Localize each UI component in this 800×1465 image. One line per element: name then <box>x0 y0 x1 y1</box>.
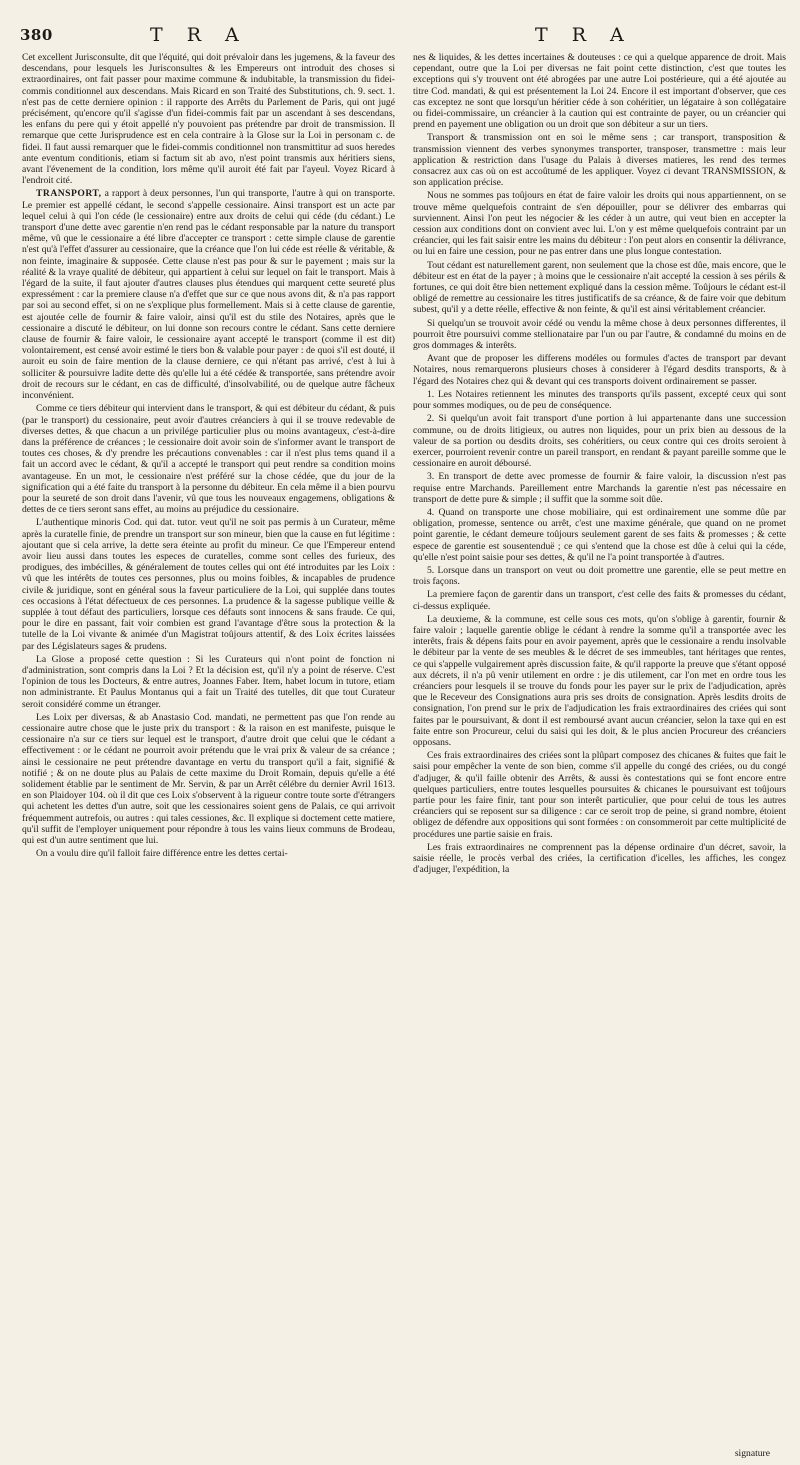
paragraph: nes & liquides, & les dettes incertaines & douteuses : ce qui a quelque apparence de droit. Mais cependant, outre que la Loi per diversas ne fait point cette distinction, c'est que toutes les exceptions qui s'y trouvent ont été abrogées par une autre Loi postérieure, qui a été ajoutée au titre Cod. mandati, & qui est présentement la Loi 24. Encore il est important d'observer, que ces cas exceptez ne sont que lorsqu'un héritier céde à son cohéritier, un légataire à son collégataire ou fidei-commissaire, un créancier à la caution qui est contrainte de payer, ou un créancier qui prend en payement une obligation ou un droit que son débiteur a sur un tiers. <box>413 52 786 131</box>
paragraph: Les frais extraordinaires ne comprennent pas la dépense ordinaire d'un décret, savoir, la saisie réelle, le procès verbal des criées, la certification d'icelles, les affiches, les congez d'adjuger, l'expédition, la <box>413 841 786 876</box>
paragraph: On a voulu dire qu'il falloit faire différence entre les dettes certai- <box>36 848 288 860</box>
paragraph: 1. Les Notaires retiennent les minutes des transports qu'ils passent, excepté ceux qui sont pour sommes modiques, ou de peu de conséquence. <box>413 388 786 412</box>
catchword: signature <box>734 1448 770 1459</box>
right-column <box>413 52 786 877</box>
paragraph: Tout cédant est naturellement garent, non seulement que la chose est dûe, mais encore, que le débiteur est en état de la payer ; à moins que le cessionaire n'ait accepté la cession à ses périls & fortunes, ce qui doit être bien nettement expliqué dans la cession même. Toûjours le cédant est-il obligé de remettre au cessionaire les titres justificatifs de sa créance, & de faire voir que debitum subest, qu'il y a dette réelle, effective & non feinte, & qu'il est ainsi véritablement créancier. <box>413 259 786 316</box>
paragraph-text: a rapport à deux personnes, l'un qui transporte, l'autre à qui on transporte. Le premier est appellé cédant, le second s'appelle cessionaire. Ainsi transport est un acte par lequel celui à qui l'on céde (le cessionaire) entre aux droits de celui qui céde (du cédant.) Le transport d'une dette avec garentie n'en rend pas le cédant responsable par la nature du transport même, vû que le cessionaire a été libre d'accepter ce transport : cette simple clause de garentie n'est qu'à l'effet d'assurer au cessionaire, que la créance que l'on lui céde est réelle & véritable, & non feinte, imaginaire & supposée. Cette clause n'est pas pour & sur le payement ; mais sur la réalité & la vraye qualité de débiteur, qui appartient à celui sur lequel on fait le transport. Mais à l'égard de la suite, il faut ajouter d'autres clauses plus étendues qui marquent cette seureté plus expressément : car la premiere clause n'a d'effet que sur ce que nous avons dit, & n'a pas rapport par soi au second effet, si on ne s'explique plus formellement. Mais si à cette clause de garentie, est ajoutée celle de fournir & faire valoir, ainsi qu'il est du stile des Notaires, après que le cessionaire a discuté le débiteur, on lui donne son recours contre le cédant. Sans cette derniere clause de fournir & faire valoir, le cessionaire ayant accepté le transport (comme il est dit) volontairement, est censé avoir estimé le tiers bon & valable pour payer : de quoi s'il est douté, il auroit eu soin de faire mention de la clause derniere, ce qui n'étant pas arrivé, c'est à lui à solliciter & poursuivre ladite dette dès qu'elle lui a été cédée & transportée, sans prétendre avoir droit de recours sur le cédant, en cas de difficulté, d'insolvabilité, ou de quelque autre fâcheux inconvénient. <box>22 188 395 402</box>
paragraph: Les Loix per diversas, & ab Anastasio Cod. mandati, ne permettent pas que l'on rende au cessionaire autre chose que le juste prix du transport : & la raison en est manifeste, puisque le cessionaire n'a sur ce tiers sur lequel est le transport, d'autre droit que celui que le cédant a effectivement : or le cédant ne pourroit avoir prétendu que le vrai prix & valeur de sa créance ; ainsi le cessionaire ne peut prétendre davantage en vertu du transport qu'il a fait, signifié & notifié ; & on ne doute plus au Palais de cette maxime du Droit Romain, depuis qu'elle a été solidement établie par le sentiment de Mr. Servin, & par un Arrêt célébre du dernier Avril 1613. en son Plaidoyer 104. où il dit que ces Loix s'observent à la rigueur contre toute sorte d'étrangers qui achetent les dettes d'un autre, soit que les cessionaires soient gens de Palais, ce qui arrivoit fréquemment autrefois, ou autres : qui tales cessiones, &c. Il explique si doctement cette matiere, qu'il suffit de l'employer uniquement pour répondre à tous les vains lieux communs de Brodeau, qui est d'un autre sentiment que lui. <box>22 711 395 847</box>
paragraph: La premiere façon de garentir dans un transport, c'est celle des faits & promesses du cédant, ci-dessus expliquée. <box>413 589 786 612</box>
entry-heading: TRANSPORT, <box>36 188 102 200</box>
running-head-right: T R A <box>535 24 633 46</box>
paragraph: Transport & transmission ont en soi le même sens ; car transport, transposition & transmission viennent des verbes synonymes transporter, transposer, transmettre : mais leur application & restriction dans l'usage du Palais à diverses matieres, les rend des termes consacrez aux cas où on est accoûtumé de les appliquer. Voyez ci devant TRANSMISSION, & son application précise. <box>413 132 786 189</box>
paragraph: La Glose a proposé cette question : Si les Curateurs qui n'ont point de fonction ni d'administration, sont compris dans la Loi ? Et la décision est, qu'il n'y a point de réserve. C'est l'opinion de tous les Docteurs, & entre autres, Joannes Faber. Item, habet locum in tutore, etiam non administrante. Et Paulus Montanus qui a fait un Traité des tutelles, dit que tout Curateur seroit considéré comme un étranger. <box>22 653 395 710</box>
page-number: 380 <box>20 26 53 44</box>
paragraph: Ces frais extraordinaires des criées sont la plûpart composez des chicanes & fuites que fait le saisi pour empêcher la vente de son bien, comme s'il appelle du congé des criées, ou du congé d'adjuger, & qu'il faille obtenir des Arrêts, & aussi ès contestations qui se font encore entre quelques particuliers, entre toutes lesquelles poursuites & chicanes le poursuivant est toûjours partie pour les faire finir, tant pour son interêt particulier, que pour celui de tous les autres créanciers qui se reposent sur sa diligence : car ce seroit trop de peine, si grand nombre, étoient obligez de défendre aux oppositions qui sont formées : on consommeroit par cette multiplicité de procédures une partie saisie en frais. <box>413 750 786 840</box>
paragraph: 2. Si quelqu'un avoit fait transport d'une portion à lui appartenante dans une succession commune, ou de droits litigieux, ou autres non liquides, pour un prix bien au dessous de la valeur de sa portion ou desdits droits, ses cohéritiers, ou ceux contre qui ces droits seroient à exercer, pourroient revenir contre un pareil transport, en rendant & payant pareille somme que le cessionaire en auroit déboursé. <box>413 413 786 470</box>
paragraph: Nous ne sommes pas toûjours en état de faire valoir les droits qui nous appartiennent, on se trouve même quelquefois contraint de s'en dépouiller, pour se délivrer des embarras qui surviennent. Ainsi l'on peut les négocier & les céder à un autre, qui veut bien en accepter la cession aux conditions dont on convient avec lui. L'on y est même quelquefois contraint par un créancier, qui les fait saisir entre les mains du débiteur : l'on peut alors en consentir la délivrance, ou lui en faire une cession, pour ne pas entrer dans une plus longue contestation. <box>413 190 786 258</box>
paragraph: 4. Quand on transporte une chose mobiliaire, qui est ordinairement une somme dûe par obligation, promesse, sentence ou arrêt, c'est une maxime générale, que quand on ne promet point garentie, le cédant demeure toûjours seulement garent de ses faits & promesses ; & cette espece de garentie est sousentenduë ; ce qui s'entend que la chose est dûe à celui qui la céde, qu'elle n'est point saisie pour ses dettes, & qu'il ne l'a point transportée à d'autres. <box>413 506 786 563</box>
running-head-left: T R A <box>150 24 248 46</box>
left-column <box>22 52 395 861</box>
paragraph: L'authentique minoris Cod. qui dat. tutor. veut qu'il ne soit pas permis à un Curateur, même après la curatelle finie, de prendre un transport sur son mineur, bien que la cause en fut légitime : ajoutant que si cela arrive, la dette sera éteinte au profit du mineur. Ce que l'Empereur entend avoir lieu aussi dans toutes les especes de curatelles, comme sont celles des furieux, des prodigues, des imbécilles, & généralement de toutes celles qui ont été introduites par les Loix : vû que les intérêts de toutes ces personnes, plus ou moins foibles, & incapables de prudence civile & juridique, sont en général sous la faveur particuliere de la Loi, qui supplée dans toutes ces occasions à l'état défectueux de ces personnes. La prudence & la sagesse publique veille & supplée à tout défaut des particuliers, lorsque ces défauts sont innocens & sans fraude. Ce qui, pour le dire en passant, fait voir combien est grand l'avantage d'être sous la protection & la tutelle de la Loi vivante & animée d'un Magistrat toûjours attentif, & des Loix écrites laissées par des Législateurs sages & prudens. <box>22 517 395 652</box>
paragraph: Comme ce tiers débiteur qui intervient dans le transport, & qui est débiteur du cédant, & puis (par le transport) du cessionaire, peut avoir d'autres créanciers à qui il se trouve redevable de diverses dettes, & que chacun a un privilége particulier plus ou moins avantageux, c'est-à-dire dans la préférence de créances ; le cessionaire doit avoir soin de s'informer avant le transport de toutes ces choses, & d'y prendre les précautions convenables : car il n'est plus tems quand il a fait un accord avec le cédant, & qu'il a accepté le transport qui peut rendre sa condition moins avantageuse. En un mot, le cessionaire n'est préféré sur la chose cédée, que du jour de la signification qui a été faite du transport à la personne du débiteur. En cela même il a bien pourvu pour la seureté de son droit dans l'avenir, vû que tous les nouveaux engagemens, obligations & dettes de ce tiers seront sans effet, au moins au préjudice du cessionaire. <box>22 403 395 516</box>
paragraph: Si quelqu'un se trouvoit avoir cédé ou vendu la même chose à deux personnes differentes, il pourroit être poursuivi comme stellionataire par l'un ou par l'autre, & condamné du moins en de gros dommages & interêts. <box>413 317 786 352</box>
page-header <box>0 0 800 50</box>
paragraph-transport <box>22 188 395 401</box>
paragraph: La deuxieme, & la commune, est celle sous ces mots, qu'on s'oblige à garentir, fournir & faire valoir ; laquelle garentie oblige le cédant à rendre la somme qu'il a transportée avec les interêts, frais & dépens faits pour en avoir payement, après que le cessionaire a rendu insolvable le débiteur par la vente de ses meubles & le décret de ses immeubles, tant héritages que rentes, ce qui s'appelle vulgairement après discussion faite, & qu'il rapporte la preuve que s'étant opposé aux décrets, il n'a pû venir utilement en ordre : je dis utilement, car l'on met en ordre tous les créanciers pour lesquels il se trouve du fonds pour les payer sur le prix de l'adjudication, après que le Receveur des Consignations aura pris ses droits de consignation. Après lesdits droits de consignation, l'on prend sur le prix de l'adjudication les frais extraordinaires des criées qui sont faites par le poursuivant, & dont il est remboursé avant aucun créancier, selon la taxe qui en est faite entre son Procureur, celui du saisi qui les doit, & le plus ancien Procureur des créanciers opposans. <box>413 613 786 748</box>
paragraph: Avant que de proposer les differens modéles ou formules d'actes de transport par devant Notaires, nous remarquerons plusieurs choses à considerer à l'égard desdits transports, & à l'égard des Notaires chez qui & devant qui ces transports doivent ordinairement se passer. <box>413 353 786 387</box>
paragraph: 3. En transport de dette avec promesse de fournir & faire valoir, la discussion n'est pas requise entre Marchands. Pareillement entre Marchands la garentie n'est pas nécessaire en transport de dette pure & simple ; il suffit que la somme soit dûe. <box>413 471 786 505</box>
paragraph: 5. Lorsque dans un transport on veut ou doit promettre une garentie, elle se peut mettre en trois façons. <box>413 564 786 588</box>
paragraph: Cet excellent Jurisconsulte, dit que l'équité, qui doit prévaloir dans les jugemens, & la faveur des descendans, pour lesquels les Jurisconsultes & les Empereurs ont introduit des choses si extraordinaires, ont fait passer pour maxime commune & indubitable, la transmission du fidei-commis conditionnel aux descendans. Mais Ricard en son Traité des Substitutions, ch. 9. sect. 1. n'est pas de cette derniere opinion : il rapporte des Arrêts du Parlement de Paris, qui ont jugé précisément, qu'encore qu'il s'agisse d'un fidei-commis fait par un ascendant à ses descendans, les enfans du pere qui y étoit appellé n'y pouvoient pas prétendre par droit de transmission. Il remarque que cette Jurisprudence est en cela contraire à la Glose sur la Loi in personam c. de fidei. Il faut aussi remarquer que le fidei-commis conditionnel non transmittitur ad suos heredes ante eventum conditionis, etiam si factum sit ab avo, n'est point transmis aux héritiers siens, avant l'évenement de la condition, lors même qu'il auroit été fait par l'ayeul. Voyez Ricard à l'endroit cité. <box>22 52 395 187</box>
